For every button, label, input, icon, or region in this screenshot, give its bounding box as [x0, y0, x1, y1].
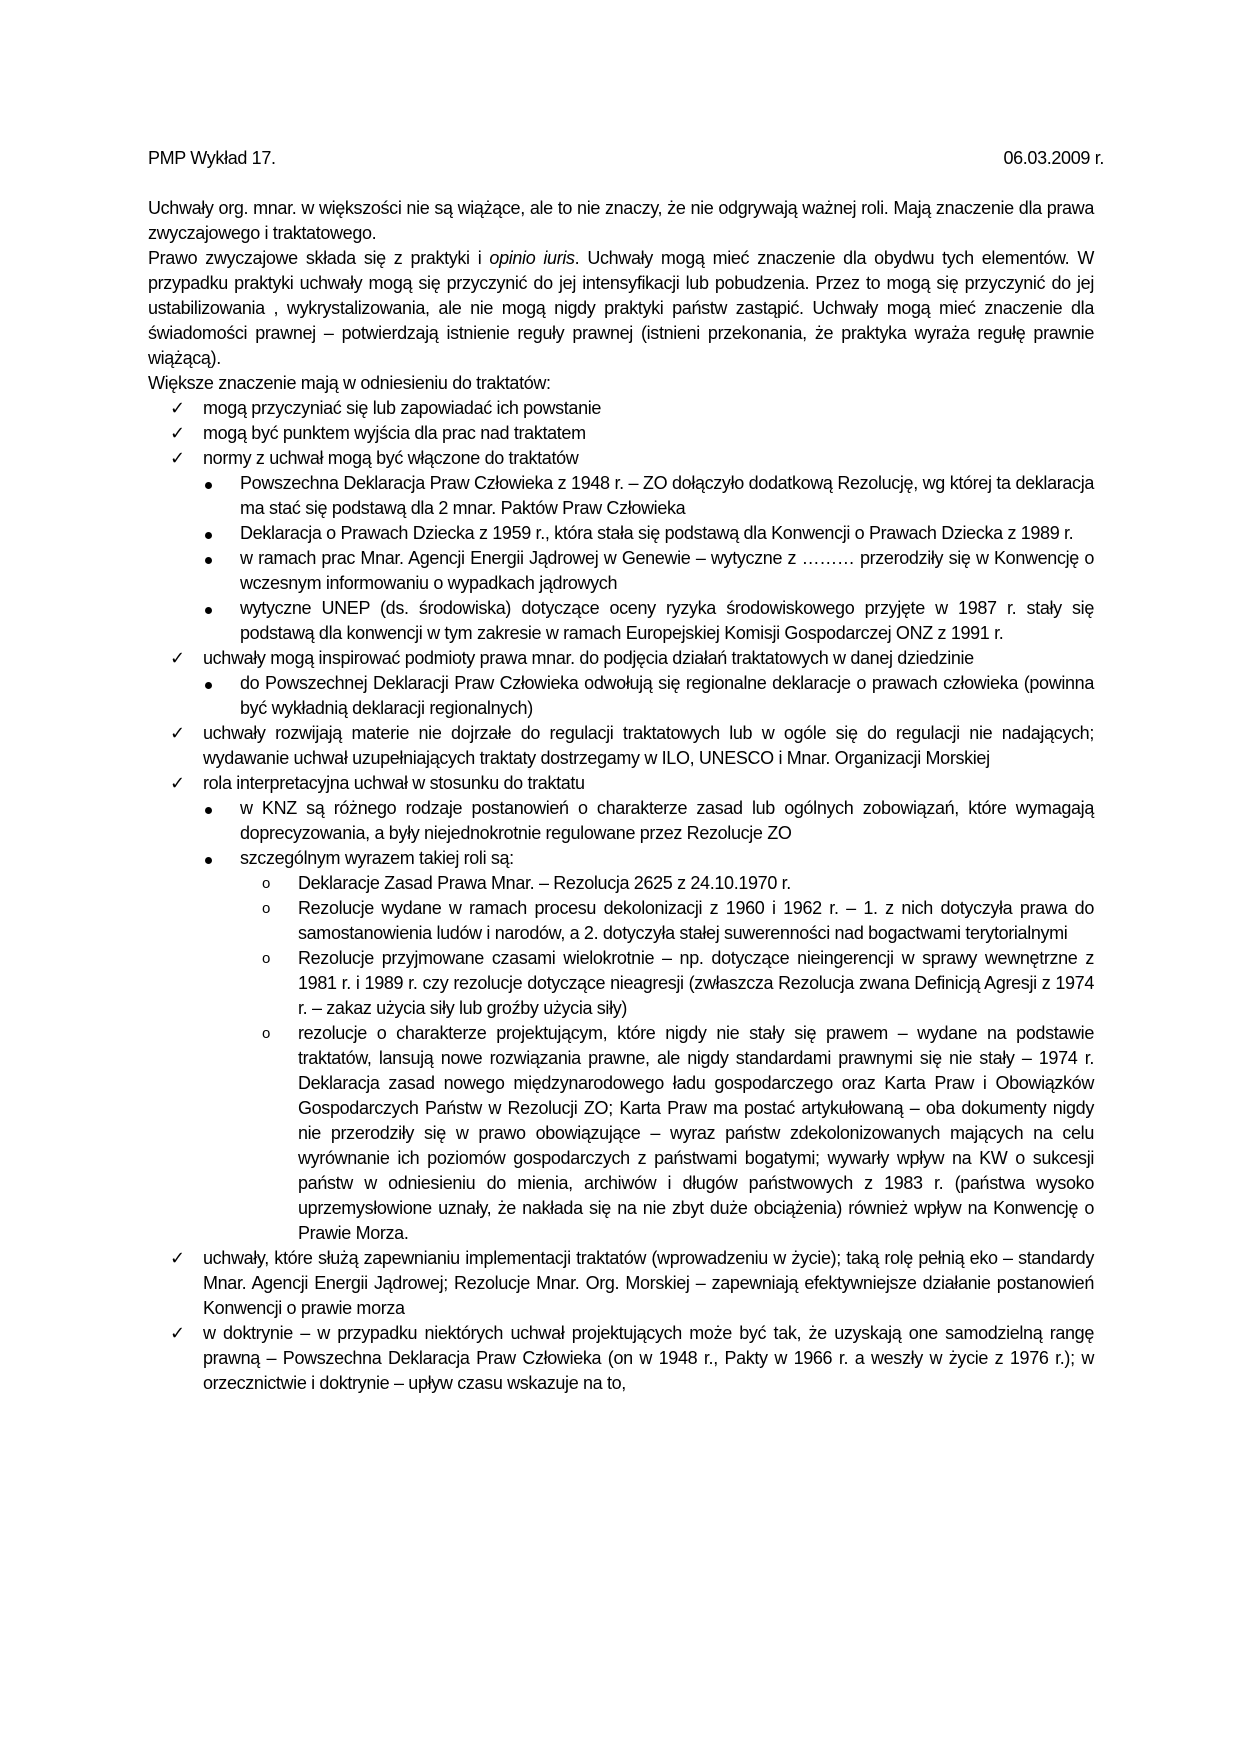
- bullet-icon: [205, 546, 212, 571]
- checkmark-icon: ✓: [170, 1248, 185, 1268]
- list-item: [148, 596, 1094, 646]
- bullet-dot: [205, 607, 212, 614]
- document-date: 06.03.2009 r.: [1003, 148, 1104, 168]
- list-item-text: w doktrynie – w przypadku niektórych uchwał projektujących może być tak, że uzyskają one samodzielną rangę prawną – Powszechna Deklaracja Praw Człowieka (on w 1948 r., Pakty w 1966 r. a weszły w życie z 1976 r.); w orzecznictwie i doktrynie – upływ czasu wskazuje na to,: [203, 1323, 1094, 1393]
- list-item-text: Rezolucje przyjmowane czasami wielokrotnie – np. dotyczące nieingerencji w sprawy wewnętrzne z 1981 r. i 1989 r. czy rezolucje dotyczące nieagresji (zwłaszcza Rezolucja zwana Definicją Agresji z 1974 r. – zakaz użycia siły lub groźby użycia siły): [298, 948, 1094, 1018]
- bullet-dot: [205, 532, 212, 539]
- list-item-text: uchwały, które służą zapewnianiu implementacji traktatów (wprowadzeniu w życie); taką rolę pełnią eko – standardy Mnar. Agencji Energii Jądrowej; Rezolucje Mnar. Org. Morskiej – zapewniają efektywniejsze działanie postanowień Konwencji o prawie morza: [203, 1248, 1094, 1318]
- list-item: [148, 896, 1094, 946]
- list-item: [148, 771, 1094, 796]
- bullet-dot: [205, 557, 212, 564]
- list-item: [148, 1021, 1094, 1246]
- checkmark-icon: ✓: [170, 1323, 185, 1343]
- customary-law-paragraph: [148, 246, 1094, 371]
- bullet-icon: [205, 846, 212, 871]
- list-item-text: normy z uchwał mogą być włączone do traktatów: [203, 448, 579, 468]
- list-item-text: uchwały rozwijają materie nie dojrzałe do regulacji traktatowych lub w ogóle się do regulacji nie nadających; wydawanie uchwał uzupełniających traktaty dostrzegamy w ILO, UNESCO i Mnar. Organizacji Morskiej: [203, 723, 1094, 768]
- latin-term: opinio iuris: [489, 248, 575, 268]
- checkmark-icon: ✓: [170, 648, 185, 668]
- checkmark-icon: ✓: [170, 723, 185, 743]
- list-item-text: w KNZ są różnego rodzaje postanowień o charakterze zasad lub ogólnych zobowiązań, które wymagają doprecyzowania, a były niejednokrotnie regulowane przez Rezolucje ZO: [240, 798, 1094, 843]
- treaties-lead: Większe znaczenie mają w odniesieniu do traktatów:: [148, 373, 551, 393]
- list-item: [148, 871, 1094, 896]
- checkmark-icon: ✓: [170, 423, 185, 443]
- list-item: [148, 471, 1094, 521]
- list-item-text: szczególnym wyrazem takiej roli są:: [240, 848, 514, 868]
- checkmark-icon: ✓: [170, 773, 185, 793]
- list-item: [148, 846, 1094, 871]
- list-item: [148, 796, 1094, 846]
- circle-bullet-icon: o: [262, 1025, 270, 1042]
- list-item: [148, 1246, 1094, 1321]
- text: Prawo zwyczajowe składa się z praktyki i: [148, 248, 490, 268]
- list-item-text: wytyczne UNEP (ds. środowiska) dotyczące oceny ryzyka środowiskowego przyjęte w 1987 r. stały się podstawą dla konwencji w tym zakresie w ramach Europejskiej Komisji Gospodarczej ONZ z 1991 r.: [240, 598, 1094, 643]
- circle-bullet-icon: o: [262, 900, 270, 917]
- list-item: [148, 721, 1094, 771]
- bullet-icon: [205, 596, 212, 621]
- document-page: [148, 146, 1104, 1396]
- circle-bullet-icon: o: [262, 875, 270, 892]
- list-item: [148, 396, 1094, 421]
- list-item-text: uchwały mogą inspirować podmioty prawa mnar. do podjęcia działań traktatowych w danej dziedzinie: [203, 648, 974, 668]
- checkmark-icon: ✓: [170, 398, 185, 418]
- intro-paragraph: Uchwały org. mnar. w większości nie są wiążące, ale to nie znaczy, że nie odgrywają ważnej roli. Mają znaczenie dla prawa zwyczajowego i traktatowego.: [148, 198, 1094, 243]
- bullet-icon: [205, 671, 212, 696]
- list-item: [148, 646, 1094, 671]
- list-item-text: w ramach prac Mnar. Agencji Energii Jądrowej w Genewie – wytyczne z ……… przerodziły się w Konwencję o wczesnym informowaniu o wypadkach jądrowych: [240, 548, 1094, 593]
- list-item-text: Deklaracja o Prawach Dziecka z 1959 r., która stała się podstawą dla Konwencji o Prawach Dziecka z 1989 r.: [240, 523, 1074, 543]
- list-item: [148, 421, 1094, 446]
- list-item-text: rola interpretacyjna uchwał w stosunku do traktatu: [203, 773, 585, 793]
- list-item-text: do Powszechnej Deklaracji Praw Człowieka odwołują się regionalne deklaracje o prawach człowieka (powinna być wykładnią deklaracji regionalnych): [240, 673, 1094, 718]
- list-item-text: mogą być punktem wyjścia dla prac nad traktatem: [203, 423, 586, 443]
- list-item-text: mogą przyczyniać się lub zapowiadać ich powstanie: [203, 398, 602, 418]
- bullet-dot: [205, 807, 212, 814]
- document-title: PMP Wykład 17.: [148, 148, 276, 168]
- bullet-icon: [205, 521, 212, 546]
- document-header: [148, 146, 1104, 171]
- list-item: [148, 946, 1094, 1021]
- list-item: [148, 1321, 1094, 1396]
- treaty-significance-list: [148, 396, 1094, 1396]
- text: . Uchwały mogą mieć znaczenie dla obydwu tych elementów. W przypadku praktyki uchwały mogą się przyczynić do jej intensyfikacji lub pobudzenia. Przez to mogą się przyczynić do jej ustabilizowania , wykrystalizowania, ale nie mogą nigdy praktyki państw zastąpić. Uchwały mogą mieć znaczenie dla świadomości prawnej – potwierdzają istnienie reguły prawnej (istnieni przekonania, że praktyka wyraża regułę prawnie wiążącą).: [148, 248, 1094, 368]
- bullet-dot: [205, 857, 212, 864]
- bullet-icon: [205, 796, 212, 821]
- bullet-dot: [205, 482, 212, 489]
- list-item-text: rezolucje o charakterze projektującym, które nigdy nie stały się prawem – wydane na podstawie traktatów, lansują nowe rozwiązania prawne, ale nigdy standardami prawnymi się nie stały – 1974 r. Deklaracja zasad nowego międzynarodowego ładu gospodarczego oraz Karta Praw i Obowiązków Gospodarczych Państw w Rezolucji ZO; Karta Praw ma postać artykułowaną – oba dokumenty nigdy nie przerodziły się w prawo obowiązujące – wyraz państw zdekolonizowanych mających na celu wyrównanie ich poziomów gospodarczych z państwami bogatymi; wywarły wpływ na KW o sukcesji państw w odniesieniu do mienia, archiwów i długów państwowych z 1983 r. (państwa wysoko uprzemysłowione uznały, że nakłada się na nie zbyt duże obciążenia) również wpływ na Konwencję o Prawie Morza.: [298, 1023, 1094, 1243]
- list-item-text: Deklaracje Zasad Prawa Mnar. – Rezolucja 2625 z 24.10.1970 r.: [298, 873, 791, 893]
- list-item-text: Powszechna Deklaracja Praw Człowieka z 1948 r. – ZO dołączyło dodatkową Rezolucję, wg której ta deklaracja ma stać się podstawą dla 2 mnar. Paktów Praw Człowieka: [240, 473, 1094, 518]
- list-item: [148, 446, 1094, 471]
- list-item: [148, 671, 1094, 721]
- list-item: [148, 546, 1094, 596]
- list-item-text: Rezolucje wydane w ramach procesu dekolonizacji z 1960 i 1962 r. – 1. z nich dotyczyła prawa do samostanowienia ludów i narodów, a 2. dotyczyła stałej suwerenności nad bogactwami terytorialnymi: [298, 898, 1094, 943]
- checkmark-icon: ✓: [170, 448, 185, 468]
- bullet-icon: [205, 471, 212, 496]
- circle-bullet-icon: o: [262, 950, 270, 967]
- list-item: [148, 521, 1094, 546]
- bullet-dot: [205, 682, 212, 689]
